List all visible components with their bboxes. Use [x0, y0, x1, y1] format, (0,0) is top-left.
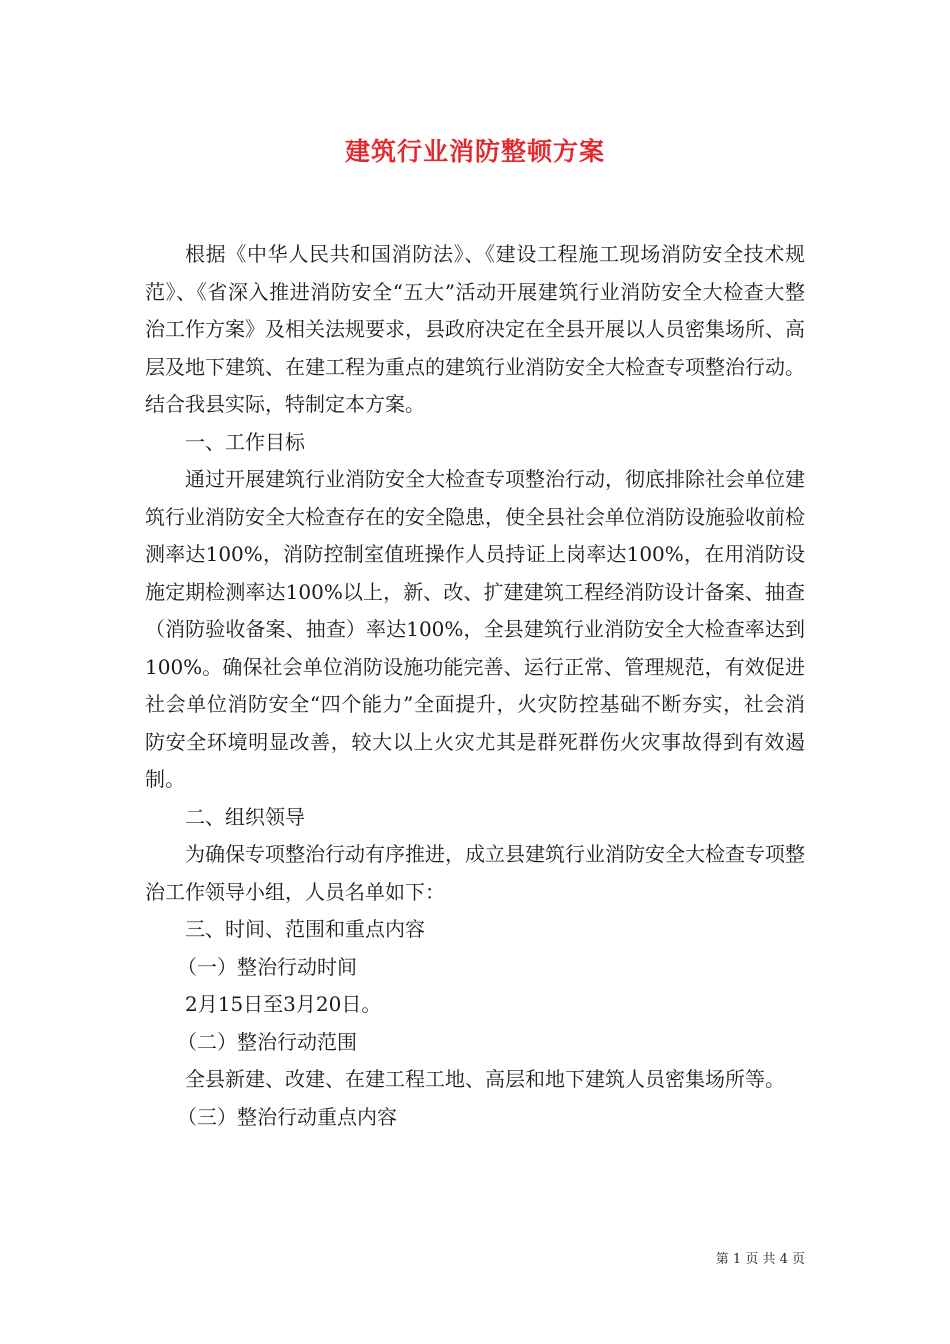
section-heading-scope: 三、时间、范围和重点内容: [185, 917, 425, 941]
time-paragraph: 2月15日至3月20日。: [185, 992, 382, 1016]
document-body: [145, 236, 805, 1136]
section-heading-leadership: 二、组织领导: [185, 804, 305, 829]
subsection-heading-range: （二）整治行动范围: [177, 1029, 357, 1054]
page-number-footer: 第 1 页 共 4 页: [715, 1252, 805, 1267]
section-heading-goals: 一、工作目标: [185, 429, 305, 454]
goals-paragraph: 通过开展建筑行业消防安全大检查专项整治行动，彻底排除社会单位建筑行业消防安全大检查存在的安全隐患，使全县社会单位消防设施验收前检测率达100%，消防控制室值班操作人员持证上岗率达100%，在用消防设施定期检测率达100%以上，新、改、扩建建筑工程经消防设计备案、抽查（消防验收备案、抽查）率达100%，全县建筑行业消防安全大检查率达到100%。确保社会单位消防设施功能完善、运行正常、管理规范，有效促进社会单位消防安全“四个能力”全面提升，火灾防控基础不断夯实，社会消防安全环境明显改善，较大以上火灾尤其是群死群伤火灾事故得到有效遏制。: [145, 467, 805, 791]
range-paragraph: 全县新建、改建、在建工程工地、高层和地下建筑人员密集场所等。: [185, 1067, 785, 1091]
document-title: 建筑行业消防整顿方案: [344, 137, 605, 166]
subsection-heading-time: （一）整治行动时间: [177, 954, 357, 979]
intro-paragraph: 根据《中华人民共和国消防法》、《建设工程施工现场消防安全技术规范》、《省深入推进消防安全“五大”活动开展建筑行业消防安全大检查大整治工作方案》及相关法规要求，县政府决定在全县开展以人员密集场所、高层及地下建筑、在建工程为重点的建筑行业消防安全大检查专项整治行动。结合我县实际，特制定本方案。: [145, 242, 805, 416]
leadership-paragraph: 为确保专项整治行动有序推进，成立县建筑行业消防安全大检查专项整治工作领导小组，人员名单如下：: [145, 842, 805, 904]
subsection-heading-key-content: （三）整治行动重点内容: [177, 1104, 397, 1129]
